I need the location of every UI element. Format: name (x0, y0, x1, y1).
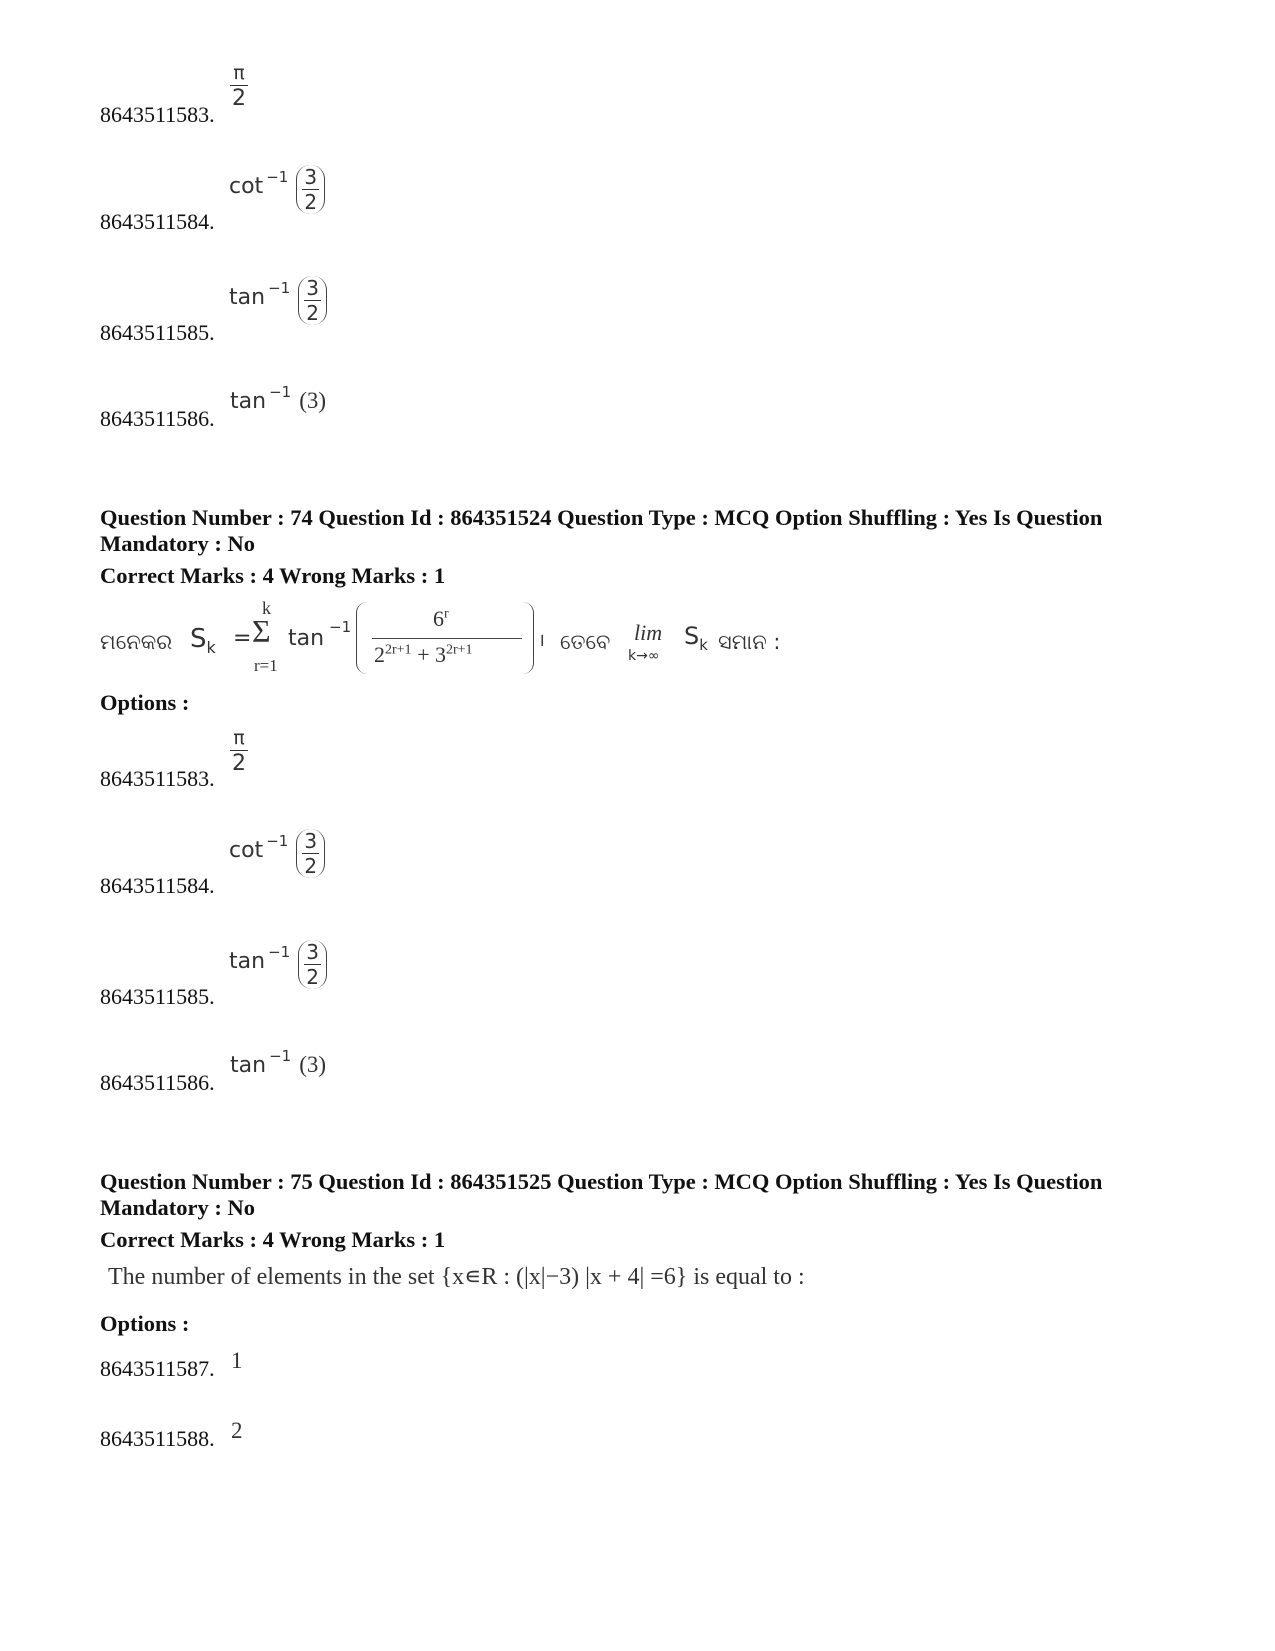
function-name: tan (230, 389, 267, 414)
option-id: 8643511585. (100, 984, 215, 1009)
pi-symbol: π (233, 727, 245, 749)
option-tan-inverse-3 (230, 383, 327, 414)
denominator: 2 (306, 965, 319, 989)
function-name: tan (229, 285, 266, 311)
danda: । (538, 630, 545, 651)
limit-subscript: k→∞ (628, 648, 660, 664)
sigma-lower-limit: r=1 (254, 656, 278, 675)
denominator: 2 (232, 751, 246, 776)
q74-header-line1: Question Number : 74 Question Id : 864351524 Question Type : MCQ Option Shuffling : Yes Is Question (100, 505, 1103, 530)
option-tan-inverse-fraction (229, 940, 327, 989)
exponent: −1 (269, 1047, 292, 1065)
fraction-bar (372, 638, 522, 639)
numerator: 3 (306, 940, 319, 964)
option-id: 8643511583. (100, 102, 215, 127)
exponent: −1 (266, 168, 289, 187)
argument: (3) (299, 1052, 327, 1077)
option-id: 8643511583. (100, 766, 215, 791)
equals-sign: = (233, 626, 252, 651)
denominator: 2 (306, 301, 319, 325)
q75-marks: Correct Marks : 4 Wrong Marks : 1 (100, 1227, 446, 1252)
limit-label: lim (634, 620, 663, 645)
option-tan-inverse-3 (230, 1047, 327, 1078)
function-name: tan (288, 626, 325, 651)
exponent: −1 (268, 943, 291, 962)
q75-options-label: Options : (100, 1311, 190, 1336)
q74-stem (100, 598, 820, 682)
left-paren (356, 602, 367, 674)
option-id: 8643511586. (100, 1070, 215, 1095)
sigma-upper-limit: k (262, 598, 271, 618)
right-paren (523, 602, 534, 674)
exponent: −1 (269, 383, 292, 401)
argument: (3) (299, 388, 327, 413)
exponent: −1 (266, 832, 289, 851)
function-name: tan (230, 1053, 267, 1078)
denominator: $2^{2r+1} + 3^{2r+1}$ (374, 642, 473, 667)
option-id: 8643511588. (100, 1426, 215, 1451)
numerator: 6$^r$ (433, 606, 449, 631)
numerator: 3 (306, 276, 319, 300)
option-id: 8643511585. (100, 320, 215, 345)
q75-header-line1: Question Number : 75 Question Id : 864351525 Question Type : MCQ Option Shuffling : Yes Is Question (100, 1169, 1103, 1194)
option-id: 8643511587. (100, 1356, 215, 1381)
option-id: 8643511586. (100, 406, 215, 431)
sk-symbol: $S_k$ (684, 622, 708, 654)
numerator: 3 (304, 829, 318, 853)
odia-then-text: ତେବେ (560, 630, 611, 654)
exponent: −1 (329, 618, 352, 636)
q74-header-line2: Mandatory : No (100, 531, 255, 556)
q75-header-line2: Mandatory : No (100, 1195, 255, 1220)
q74-options-label: Options : (100, 690, 190, 715)
denominator: 2 (304, 854, 318, 878)
option-cot-inverse (229, 829, 325, 878)
odia-tail-text: ସମାନ : (718, 630, 781, 654)
option-id: 8643511584. (100, 873, 215, 898)
function-name: cot (229, 174, 264, 200)
denominator: 2 (232, 86, 246, 111)
sigma-symbol: Σ (252, 613, 271, 649)
function-name: cot (229, 838, 264, 864)
option-value: 1 (231, 1348, 243, 1373)
function-name: tan (229, 949, 266, 975)
option-id: 8643511584. (100, 209, 215, 234)
numerator: 3 (304, 165, 318, 189)
option-cot-inverse (229, 165, 325, 214)
odia-lead-text: ମନେକର (100, 630, 173, 654)
q75-stem: The number of elements in the set {x∊R : (|x|−3) |x + 4| =6} is equal to : (108, 1264, 805, 1290)
denominator: 2 (304, 190, 318, 214)
sk-symbol: $S_k$ (190, 624, 216, 658)
option-pi-over-2 (230, 64, 248, 110)
pi-symbol: π (233, 62, 245, 84)
option-tan-inverse-fraction (229, 276, 327, 325)
exponent: −1 (268, 279, 291, 298)
option-pi-over-2 (230, 729, 248, 775)
option-value: 2 (231, 1418, 243, 1443)
q74-marks: Correct Marks : 4 Wrong Marks : 1 (100, 563, 446, 588)
